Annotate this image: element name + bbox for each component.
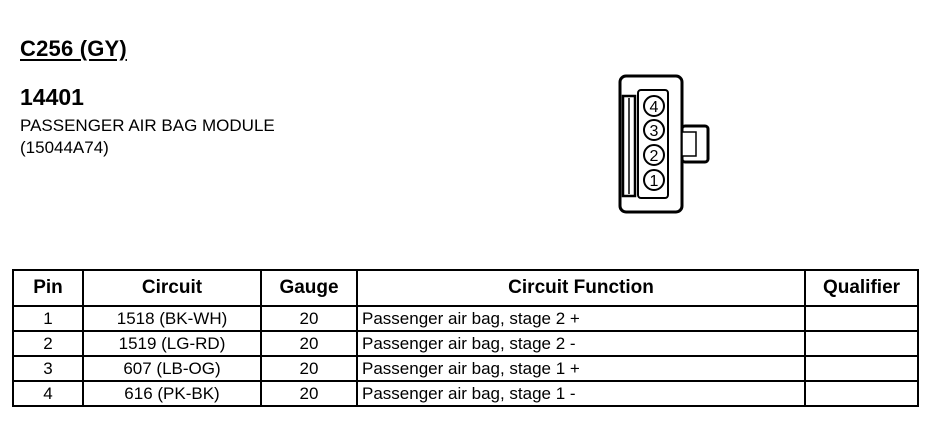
qualifier-cell: [805, 356, 918, 381]
function-cell: Passenger air bag, stage 1 -: [357, 381, 805, 406]
table-row: [13, 381, 918, 406]
pin-table: [12, 269, 919, 407]
qualifier-cell: [805, 306, 918, 331]
table-header-row: [13, 270, 918, 306]
column-header-qualifier: Qualifier: [805, 270, 918, 306]
part-number: 14401: [20, 84, 84, 110]
connector-diagram: [610, 72, 720, 217]
table-row: [13, 331, 918, 356]
pin-4-label: 4: [649, 99, 659, 116]
gauge-cell: 20: [261, 306, 357, 331]
column-header-gauge: Gauge: [261, 270, 357, 306]
function-cell: Passenger air bag, stage 2 -: [357, 331, 805, 356]
gauge-cell: 20: [261, 356, 357, 381]
pin-1-marker: [644, 170, 664, 190]
circuit-cell: 607 (LB-OG): [83, 356, 261, 381]
column-header-circuit: Circuit: [83, 270, 261, 306]
function-cell: Passenger air bag, stage 1 +: [357, 356, 805, 381]
table-row: [13, 356, 918, 381]
column-header-circuit-function: Circuit Function: [357, 270, 805, 306]
circuit-cell: 1519 (LG-RD): [83, 331, 261, 356]
pin-cell: 2: [13, 331, 83, 356]
pin-3-label: 3: [649, 123, 659, 140]
pin-2-label: 2: [649, 148, 659, 165]
pin-1-label: 1: [649, 173, 659, 190]
pin-2-marker: [644, 145, 664, 165]
pin-cell: 4: [13, 381, 83, 406]
gauge-cell: 20: [261, 381, 357, 406]
pin-cell: 3: [13, 356, 83, 381]
pin-4-marker: [644, 96, 664, 116]
connector-id: C256 (GY): [20, 36, 127, 61]
table-row: [13, 306, 918, 331]
qualifier-cell: [805, 331, 918, 356]
component-name: PASSENGER AIR BAG MODULE: [20, 116, 275, 135]
component-code: (15044A74): [20, 138, 109, 157]
circuit-cell: 616 (PK-BK): [83, 381, 261, 406]
gauge-cell: 20: [261, 331, 357, 356]
qualifier-cell: [805, 381, 918, 406]
circuit-cell: 1518 (BK-WH): [83, 306, 261, 331]
pin-3-marker: [644, 120, 664, 140]
function-cell: Passenger air bag, stage 2 +: [357, 306, 805, 331]
column-header-pin: Pin: [13, 270, 83, 306]
pin-cell: 1: [13, 306, 83, 331]
